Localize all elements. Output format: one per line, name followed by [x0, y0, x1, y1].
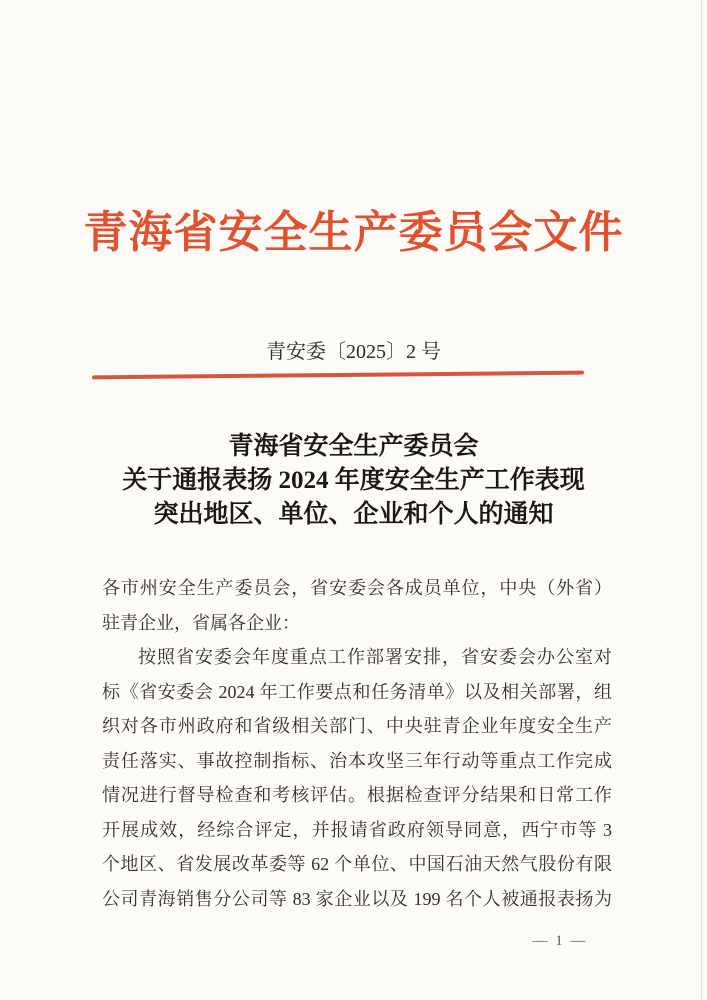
- notice-body: [102, 571, 612, 916]
- body-line: 织对各市州政府和省级相关部门、中央驻青企业年度安全生产: [102, 716, 612, 736]
- notice-title-line-2: 关于通报表扬 2024 年度安全生产工作表现: [122, 467, 585, 494]
- body-line: 情况进行督导检查和考核评估。根据检查评分结果和日常工作: [102, 785, 612, 805]
- notice-title-line-1: 青海省安全生产委员会: [228, 433, 479, 460]
- page-number: — 1 —: [532, 933, 588, 949]
- notice-title-line-3: 突出地区、单位、企业和个人的通知: [153, 501, 554, 528]
- body-line: 开展成效，经综合评定，并报请省政府领导同意，西宁市等 3: [102, 819, 612, 840]
- body-line: 按照省安委会年度重点工作部署安排，省安委会办公室对: [138, 647, 612, 667]
- body-line: 公司青海销售分公司等 83 家企业以及 199 名个人被通报表扬为: [102, 888, 612, 909]
- notice-title: [0, 430, 707, 532]
- body-line: 各市州安全生产委员会，省安委会各成员单位，中央（外省）: [102, 578, 612, 598]
- body-line: 责任落实、事故控制指标、治本攻坚三年行动等重点工作完成: [102, 750, 612, 771]
- red-divider-rule: [92, 371, 584, 380]
- body-line: 驻青企业，省属各企业：: [102, 612, 300, 633]
- document-number: 青安委〔2025〕2 号: [266, 341, 441, 363]
- body-line: 标《省安委会 2024 年工作要点和任务清单》以及相关部署，组: [102, 681, 612, 702]
- body-line: 个地区、省发展改革委等 62 个单位、中国石油天然气股份有限: [102, 854, 612, 874]
- red-header-org-title: 青海省安全生产委员会文件: [83, 208, 624, 257]
